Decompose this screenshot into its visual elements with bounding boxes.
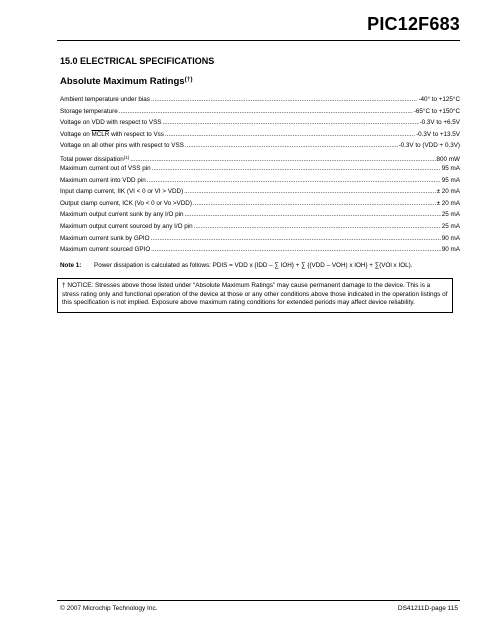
footnote [60, 262, 460, 269]
rating-row [60, 94, 460, 106]
rating-label-text: Voltage on all other pins with respect to VSS [60, 142, 184, 150]
rating-label-text: Maximum output current sunk by any I/O pin [60, 211, 184, 219]
rating-row [60, 186, 460, 198]
rating-row [60, 175, 460, 187]
subsection-heading [60, 76, 193, 87]
rating-label-text: Maximum output current sourced by any I/O pin [60, 223, 193, 231]
dot-leader [151, 94, 417, 106]
rating-value: -0.3V to +13.5V [416, 130, 460, 138]
dagger-marker: (†) [184, 76, 193, 83]
rating-label [60, 106, 118, 118]
rating-label-text: Storage temperature [60, 107, 118, 115]
mclr-overline: MCLR [91, 130, 110, 138]
notice-text: † NOTICE: Stresses above those listed under “Absolute Maximum Ratings” may cause permanent damage to the device. This is a stress rating only and functional operation of the device at those or any other conditions above those indicated in the operation listings of this specification is not implied. Exposure above maximum rating conditions for extended periods may affect device reliability. [62, 282, 448, 307]
rating-label-text: Voltage on MCLR with respect to Vss [60, 130, 164, 138]
rating-label [60, 94, 150, 106]
rating-row [60, 244, 460, 256]
rating-row [60, 233, 460, 245]
rating-value: -40° to +125°C [418, 96, 460, 103]
rating-value: 95 mA [441, 176, 460, 184]
dot-leader [151, 233, 441, 245]
dot-leader [151, 244, 441, 256]
rating-label [60, 163, 151, 175]
rating-value: -0.3V to +6.5V [419, 119, 460, 127]
rating-value: 800 mW [436, 155, 460, 163]
rating-label [60, 175, 146, 187]
rating-row [60, 163, 460, 175]
rating-value: 90 mA [441, 246, 460, 254]
notice-box [57, 278, 453, 313]
copyright-text: © 2007 Microchip Technology Inc. [60, 605, 158, 612]
footnote-text: Power dissipation is calculated as follows: PDIS = VDD x {IDD – ∑ IOH} + ∑ {(VDD – VOH) x IOH} + ∑(VOl x IOL). [94, 262, 413, 269]
rating-value: 25 mA [441, 211, 460, 219]
rating-label-text: Maximum current into VDD pin [60, 176, 146, 184]
rating-row [60, 140, 460, 152]
dot-leader [193, 198, 436, 210]
rating-label [60, 233, 150, 245]
rating-value: 90 mA [441, 234, 460, 242]
rating-label-text: Input clamp current, IIK (VI < 0 or VI > VDD) [60, 188, 184, 196]
rating-label [60, 221, 193, 233]
rating-label [60, 117, 162, 129]
rating-row [60, 221, 460, 233]
page-number: DS41211D-page 115 [397, 605, 458, 612]
section-heading: 15.0 ELECTRICAL SPECIFICATIONS [60, 56, 215, 66]
rating-row [60, 152, 460, 164]
rating-row [60, 129, 460, 141]
rating-label-text: Maximum current out of VSS pin [60, 165, 151, 173]
rating-row [60, 117, 460, 129]
rating-label [60, 198, 192, 210]
rating-value: 95 mA [441, 165, 460, 173]
dot-leader [165, 129, 415, 141]
dot-leader [185, 140, 398, 152]
ratings-list [60, 94, 460, 256]
rating-label [60, 140, 184, 152]
rating-row [60, 106, 460, 118]
dot-leader [119, 106, 413, 118]
rating-label-text: Ambient temperature under bias [60, 96, 150, 103]
dot-leader [152, 163, 441, 175]
dot-leader [184, 186, 435, 198]
rating-label-text: Total power dissipation [60, 155, 124, 163]
rating-row [60, 209, 460, 221]
dot-leader [147, 175, 441, 187]
rating-label [60, 129, 164, 141]
rating-label [60, 209, 184, 221]
dot-leader [194, 221, 441, 233]
header-divider [57, 40, 460, 41]
footer-divider [57, 600, 460, 601]
rating-footnote-marker: (1) [123, 154, 130, 160]
rating-value: 25 mA [441, 223, 460, 231]
rating-label-text: Maximum current sunk by GPIO [60, 234, 150, 242]
rating-value: ± 20 mA [436, 188, 460, 196]
dot-leader [163, 117, 419, 129]
subsection-heading-text: Absolute Maximum Ratings [60, 76, 185, 87]
footnote-label: Note 1: [60, 262, 82, 269]
rating-value: -0.3V to (VDD + 0.3V) [398, 142, 460, 150]
rating-label [60, 244, 150, 256]
document-title: PIC12F683 [367, 14, 460, 34]
rating-label [60, 186, 183, 198]
rating-row [60, 198, 460, 210]
rating-label-text: Voltage on VDD with respect to VSS [60, 119, 162, 127]
rating-label-text: Maximum current sourced GPIO [60, 246, 151, 254]
rating-label-text: Output clamp current, ICK (Vo < 0 or Vo >VDD) [60, 199, 192, 207]
rating-value: -65°C to +150°C [413, 107, 460, 115]
rating-value: ± 20 mA [436, 199, 460, 207]
dot-leader [185, 209, 441, 221]
